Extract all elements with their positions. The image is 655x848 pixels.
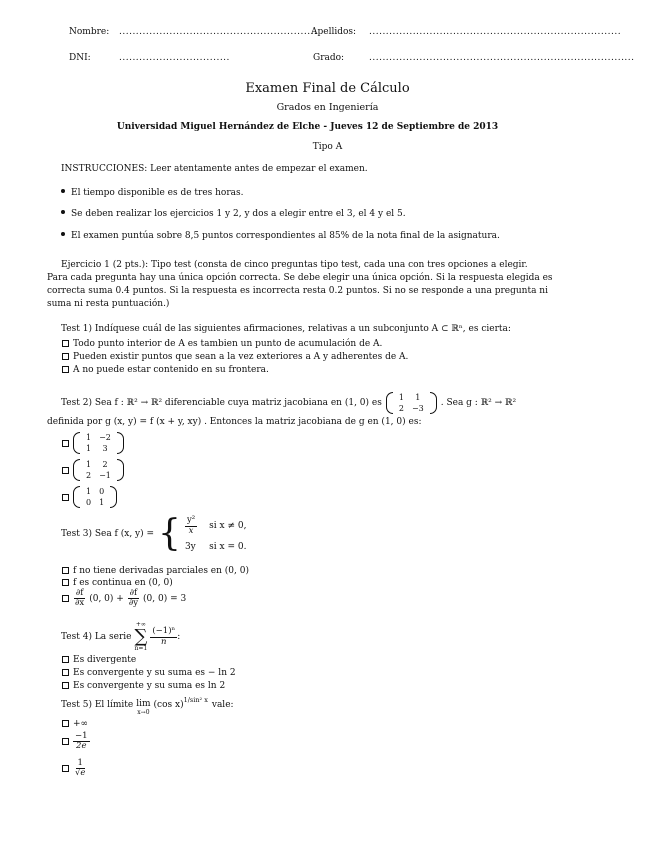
matrix-cell: 2 (398, 404, 404, 413)
checkbox[interactable] (62, 340, 69, 347)
apellidos-field[interactable]: ........................................................................... (369, 27, 622, 37)
exercise1-line: Ejercicio 1 (2 pts.): Tipo test (consta de cinco preguntas tipo test, cada una con tres opciones a elegir. (61, 260, 528, 270)
exam-subtitle: Grados en Ingeniería (276, 102, 379, 113)
test5-question: Test 5) El límite lim x→0 (cos x) 1/sin² x vale: (61, 696, 234, 716)
test3-option[interactable]: f no tiene derivadas parciales en (0, 0) (62, 566, 249, 576)
nombre-field[interactable]: ........................................................... (119, 27, 318, 37)
test1-option[interactable]: Todo punto interior de A es tambien un punto de acumulación de A. (62, 339, 382, 349)
option-matrix: 1 2 2 −1 (73, 459, 124, 481)
checkbox[interactable] (62, 579, 69, 586)
test3-label: Test 3) Sea f (x, y) = (61, 529, 155, 539)
test4-label: Test 4) La serie (61, 632, 132, 642)
test4-question: Test 4) La serie +∞ ∑ n=1 $\frac{\text{(−1)ⁿ}}{n}$ : (61, 621, 181, 652)
test3-question (61, 513, 247, 554)
test2-text-b: . Sea g : ℝ² → ℝ² (440, 398, 517, 408)
checkbox[interactable] (62, 595, 69, 602)
instructions (61, 164, 368, 174)
test2-option[interactable] (62, 432, 124, 454)
limit: lim x→0 (136, 699, 151, 716)
checkbox[interactable] (62, 738, 69, 745)
grado-field[interactable]: ............................................................................... (369, 53, 635, 63)
test2-question (61, 392, 516, 414)
test2-option[interactable] (62, 459, 124, 481)
checkbox[interactable] (62, 467, 69, 474)
test4-option[interactable]: Es convergente y su suma es ln 2 (62, 681, 225, 691)
test5-option[interactable]: $\frac{1}{√e}$ (62, 759, 87, 779)
checkbox[interactable] (62, 669, 69, 676)
exercise1-line: correcta suma 0.4 puntos. Si la respuesta es incorrecta resta 0.2 puntos. Si no se responde a una pregunta ni (47, 286, 548, 296)
test5-label: Test 5) El límite (61, 700, 134, 710)
test2-option[interactable] (62, 486, 117, 508)
test5-option[interactable]: $\frac{-1}{2e}$ (62, 732, 90, 752)
summation: +∞ ∑ n=1 (134, 621, 148, 652)
test3-option[interactable]: $\frac{\partial f}{\partial x}$ (0, 0) + $\frac{\partial f}{\partial y}$ (0, 0) = 3 (62, 589, 186, 609)
instruction-item: El tiempo disponible es de tres horas. (61, 188, 244, 198)
apellidos-label: Apellidos: (311, 27, 357, 37)
instruction-item: El examen puntúa sobre 8,5 puntos correspondientes al 85% de la nota final de la asignatura. (61, 231, 500, 241)
option-matrix: 1 0 0 1 (73, 486, 117, 508)
test4-option[interactable]: Es divergente (62, 655, 136, 665)
checkbox[interactable] (62, 494, 69, 501)
jacobian-matrix (386, 392, 437, 414)
bullet-icon (61, 189, 65, 193)
test1-option[interactable]: Pueden existir puntos que sean a la vez exteriores a A y adherentes de A. (62, 352, 408, 362)
checkbox[interactable] (62, 353, 69, 360)
test4-option[interactable]: Es convergente y su suma es − ln 2 (62, 668, 236, 678)
bullet-icon (61, 210, 65, 214)
checkbox[interactable] (62, 656, 69, 663)
instructions-text: : Leer atentamente antes de empezar el examen. (144, 164, 368, 174)
test3-option[interactable]: f es continua en (0, 0) (62, 578, 173, 588)
test5-option[interactable]: +∞ (62, 719, 88, 729)
sigma-icon: ∑ (134, 626, 148, 647)
checkbox[interactable] (62, 682, 69, 689)
piecewise-cases: $\frac{\text{y²}}{x}$ si x ≠ 0, 3y si x = 0. (184, 515, 247, 552)
exam-title: Examen Final de Cálculo (245, 81, 410, 96)
checkbox[interactable] (62, 765, 69, 772)
exam-type: Tipo A (312, 142, 343, 152)
dni-label: DNI: (69, 53, 91, 63)
grado-label: Grado: (313, 53, 345, 63)
test2-question-line2: definida por g (x, y) = f (x + y, xy) . Entonces la matriz jacobiana de g en (1, 0) es: (47, 417, 422, 427)
nombre-label: Nombre: (69, 27, 110, 37)
exercise1-line: suma ni resta puntuación.) (47, 299, 170, 309)
brace-icon: { (158, 513, 181, 554)
instruction-item: Se deben realizar los ejercicios 1 y 2, y dos a elegir entre el 3, el 4 y el 5. (61, 209, 406, 219)
checkbox[interactable] (62, 366, 69, 373)
bullet-icon (61, 232, 65, 236)
checkbox[interactable] (62, 440, 69, 447)
test1-question: Test 1) Indíquese cuál de las siguientes afirmaciones, relativas a un subconjunto A ⊂ ℝⁿ, es cierta: (61, 324, 511, 334)
matrix-cell: 1 (398, 393, 404, 402)
matrix-cell: −3 (411, 404, 424, 413)
dni-field[interactable]: ................................. (119, 53, 230, 63)
instructions-label: INSTRUCCIONES (61, 164, 145, 174)
university-line: Universidad Miguel Hernández de Elche - Jueves 12 de Septiembre de 2013 (116, 122, 499, 132)
checkbox[interactable] (62, 567, 69, 574)
test2-text-a: Test 2) Sea f : ℝ² → ℝ² diferenciable cuya matriz jacobiana en (1, 0) es (61, 398, 382, 408)
test1-option[interactable]: A no puede estar contenido en su frontera. (62, 365, 269, 375)
checkbox[interactable] (62, 720, 69, 727)
exercise1-line: Para cada pregunta hay una única opción correcta. Se debe elegir una única opción. Si la respuesta elegida es (47, 273, 553, 283)
matrix-cell: 1 (415, 393, 421, 402)
option-matrix: 1 −2 1 3 (73, 432, 124, 454)
